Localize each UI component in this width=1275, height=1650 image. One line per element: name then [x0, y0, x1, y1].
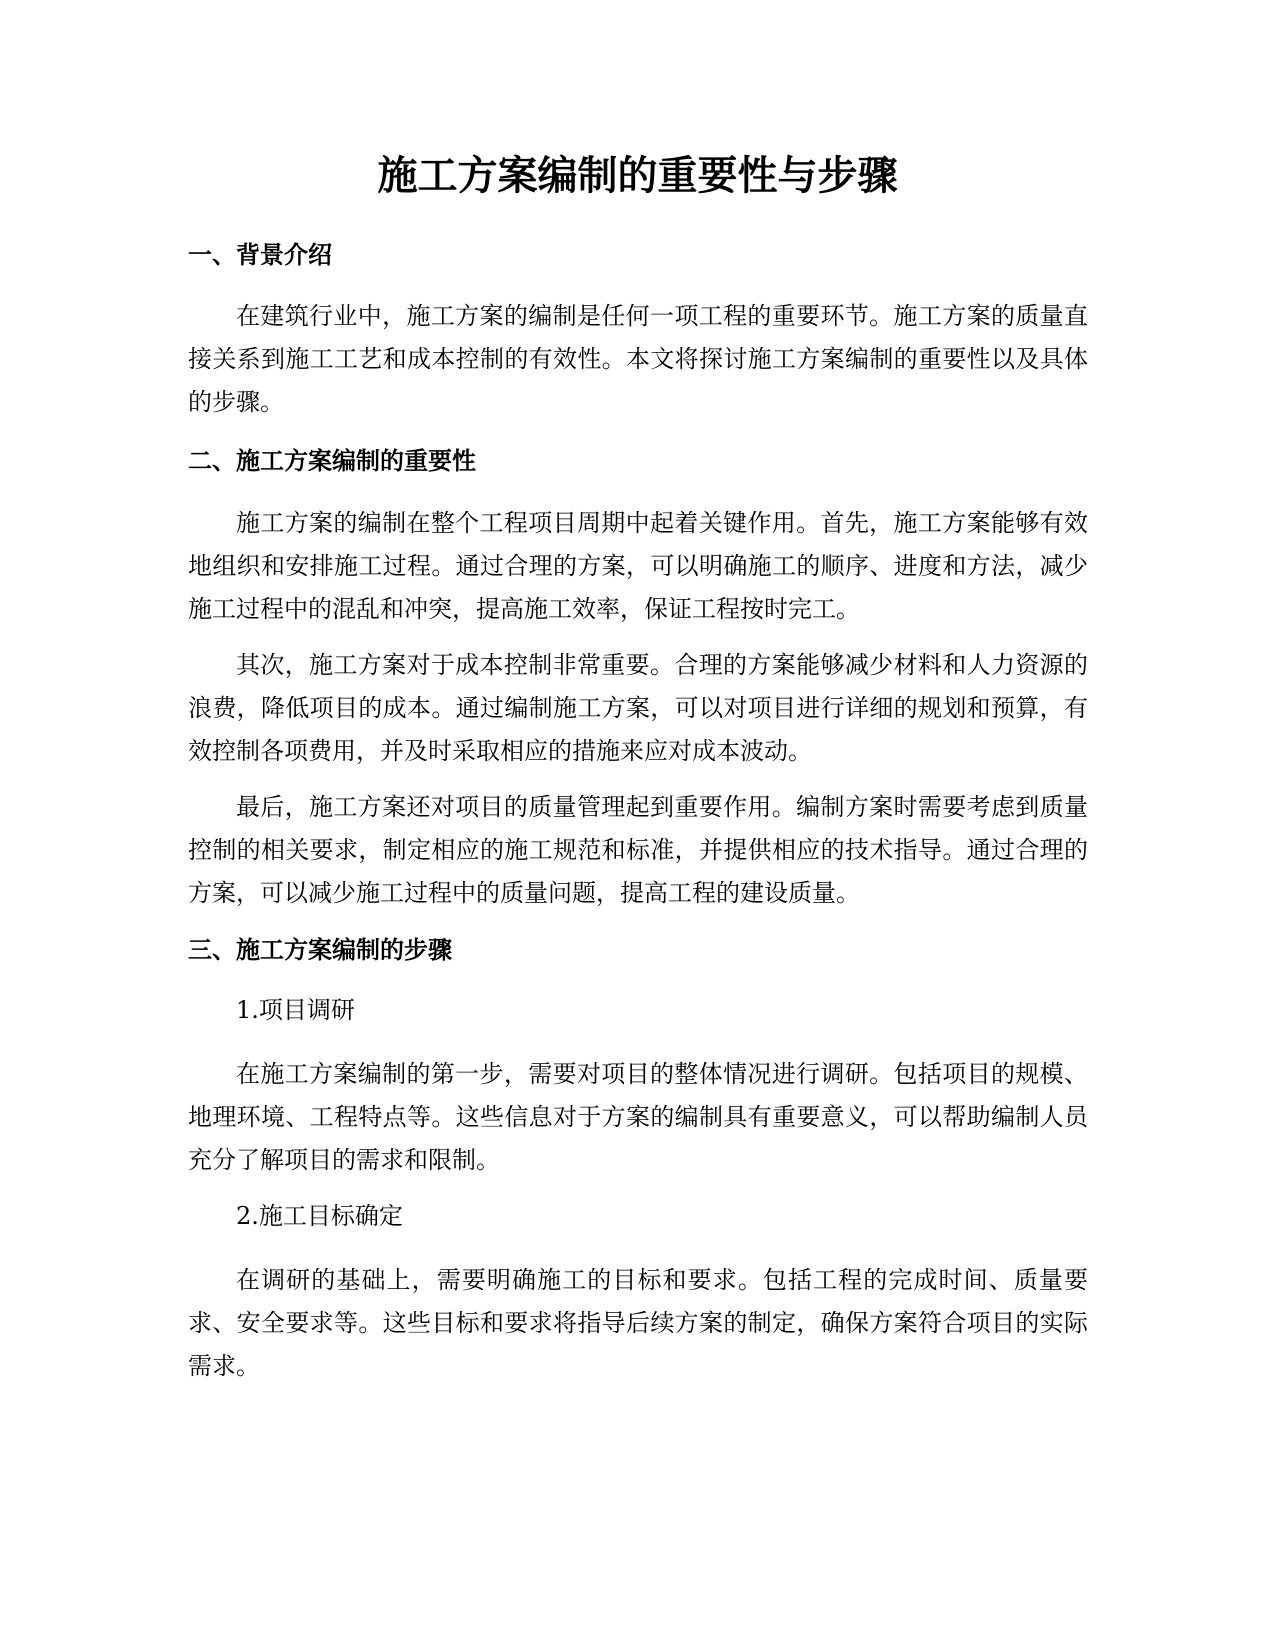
paragraph-background: 在建筑行业中，施工方案的编制是任何一项工程的重要环节。施工方案的质量直接关系到施工工艺和成本控制的有效性。本文将探讨施工方案编制的重要性以及具体的步骤。	[188, 302, 1088, 416]
step-label-1: 1.项目调研	[236, 996, 355, 1024]
step-text-2: 在调研的基础上，需要明确施工的目标和要求。包括工程的完成时间、质量要求、安全要求等。这些目标和要求将指导后续方案的制定，确保方案符合项目的实际需求。	[188, 1266, 1088, 1380]
paragraph-importance-1: 施工方案的编制在整个工程项目周期中起着关键作用。首先，施工方案能够有效地组织和安排施工过程。通过合理的方案，可以明确施工的顺序、进度和方法，减少施工过程中的混乱和冲突，提高施工效率，保证工程按时完工。	[188, 509, 1088, 623]
paragraph-importance-3: 最后，施工方案还对项目的质量管理起到重要作用。编制方案时需要考虑到质量控制的相关要求，制定相应的施工规范和标准，并提供相应的技术指导。通过合理的方案，可以减少施工过程中的质量问题，提高工程的建设质量。	[188, 793, 1088, 907]
section-heading-importance: 二、施工方案编制的重要性	[188, 447, 476, 475]
paragraph-importance-2: 其次，施工方案对于成本控制非常重要。合理的方案能够减少材料和人力资源的浪费，降低项目的成本。通过编制施工方案，可以对项目进行详细的规划和预算，有效控制各项费用，并及时采取相应的措施来应对成本波动。	[188, 651, 1088, 765]
step-label-2: 2.施工目标确定	[236, 1202, 403, 1230]
step-text-1: 在施工方案编制的第一步，需要对项目的整体情况进行调研。包括项目的规模、地理环境、工程特点等。这些信息对于方案的编制具有重要意义，可以帮助编制人员充分了解项目的需求和限制。	[188, 1060, 1088, 1174]
section-heading-background: 一、背景介绍	[188, 241, 332, 269]
page-title: 施工方案编制的重要性与步骤	[377, 153, 898, 199]
section-heading-steps: 三、施工方案编制的步骤	[188, 936, 452, 964]
